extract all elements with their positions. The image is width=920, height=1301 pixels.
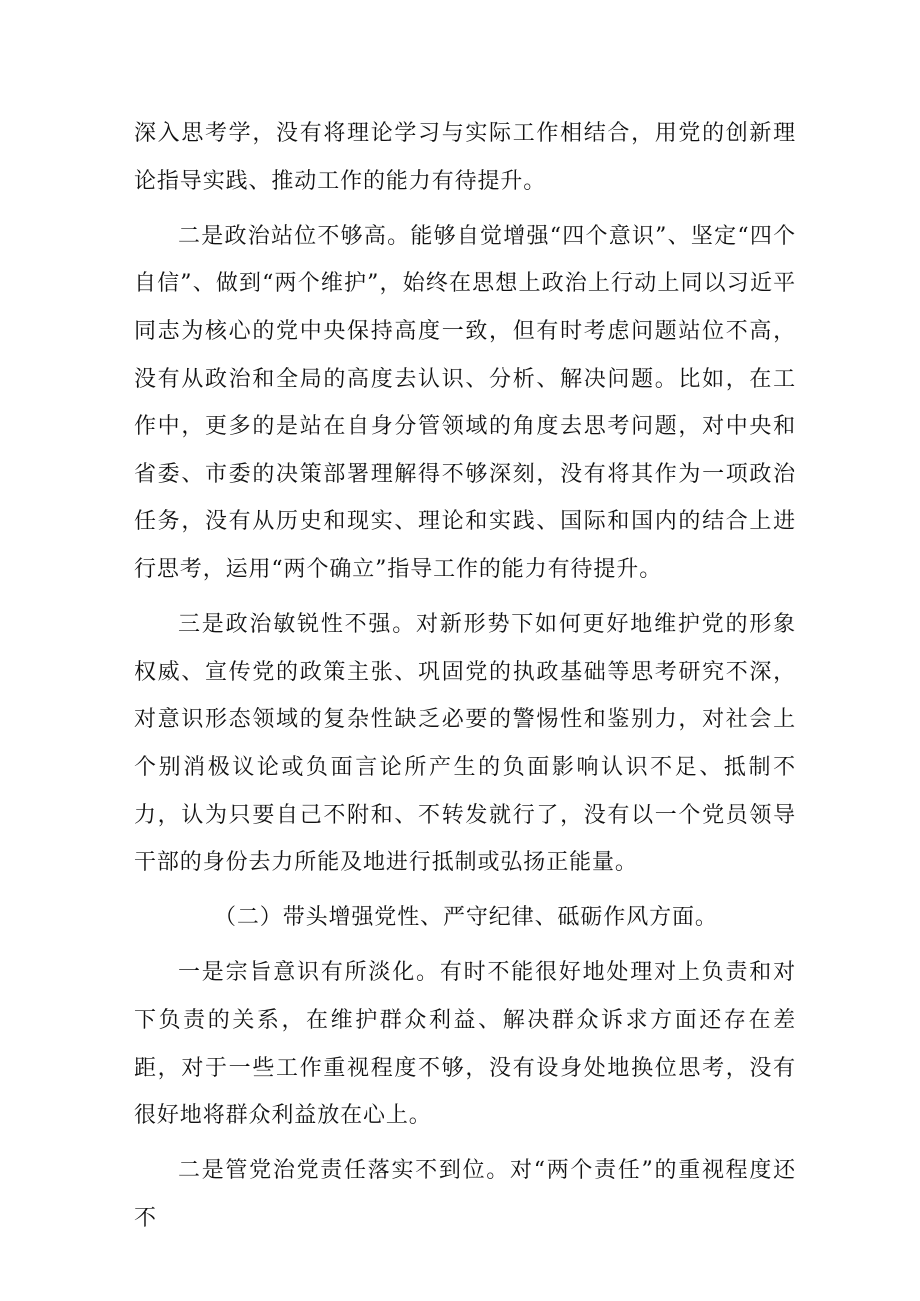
paragraph-purpose-awareness: 一是宗旨意识有所淡化。有时不能很好地处理对上负责和对下负责的关系，在维护群众利益、解决群众诉求方面还存在差距，对于一些工作重视程度不够，没有设身处地换位思考，没有很好地将群众利益放在心上。	[134, 960, 796, 1129]
paragraph-continued: 深入思考学，没有将理论学习与实际工作相结合，用党的创新理论指导实践、推动工作的能力有待提升。	[134, 121, 796, 194]
paragraph-party-governance: 二是管党治党责任落实不到位。对“两个责任”的重视程度还不	[134, 1158, 796, 1232]
paragraph-political-sensitivity: 三是政治敏锐性不强。对新形势下如何更好地维护党的形象权威、宣传党的政策主张、巩固党的执政基础等思考研究不深，对意识形态领域的复杂性缺乏必要的警惕性和鉴别力，对社会上个别消极议论或负面言论所产生的负面影响认识不足、抵制不力，认为只要自己不附和、不转发就行了，没有以一个党员领导干部的身份去力所能及地进行抵制或弘扬正能量。	[134, 612, 796, 876]
document-body	[134, 110, 796, 1250]
section-heading-two: （二）带头增强党性、严守纪律、砥砺作风方面。	[214, 905, 718, 931]
paragraph-political-stance: 二是政治站位不够高。能够自觉增强“四个意识”、坚定“四个自信”、做到“两个维护”，始终在思想上政治上行动上同以习近平同志为核心的党中央保持高度一致，但有时考虑问题站位不高，没有从政治和全局的高度去认识、分析、解决问题。比如，在工作中，更多的是站在自身分管领域的角度去思考问题，对中央和省委、市委的决策部署理解得不够深刻，没有将其作为一项政治任务，没有从历史和现实、理论和实践、国际和国内的结合上进行思考，运用“两个确立”指导工作的能力有待提升。	[134, 223, 796, 582]
